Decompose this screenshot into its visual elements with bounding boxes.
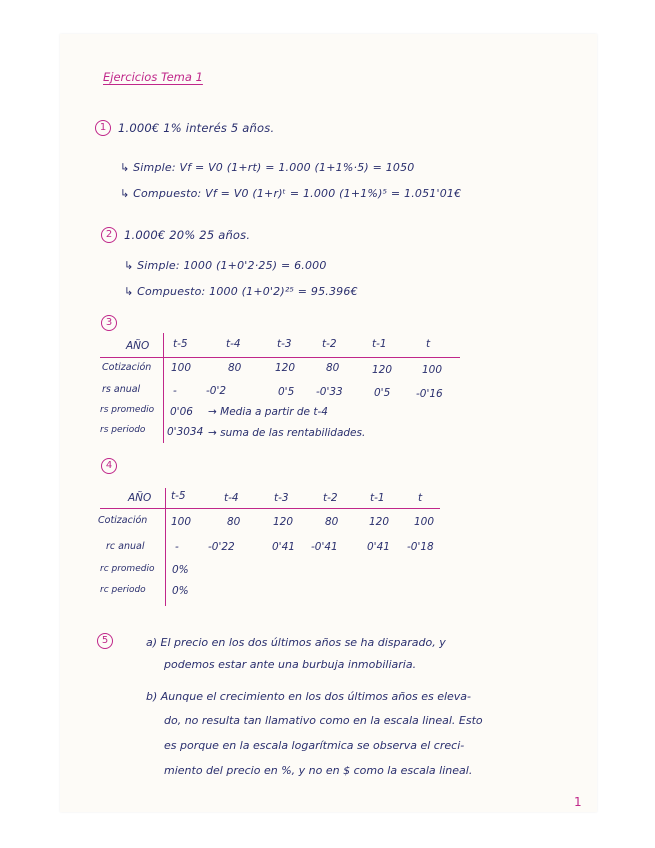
- table-3-row-label-rs-promedio: rs promedio: [100, 405, 155, 415]
- exercise-5-a-line-2: podemos estar ante una burbuja inmobiliaria.: [164, 658, 417, 671]
- exercise-5-b-line-3: es porque en la escala logarítmica se observa el creci-: [164, 739, 465, 752]
- table-3-header-year: AÑO: [126, 340, 150, 352]
- table-4-header-t3: t-3: [274, 492, 289, 504]
- table-3-cell: -0'16: [416, 388, 443, 400]
- table-4-row-label-rc-promedio: rc promedio: [100, 564, 155, 574]
- table-3-cell: 120: [275, 362, 296, 374]
- table-3-cell: -0'2: [206, 385, 227, 397]
- table-4-header-t2: t-2: [323, 492, 338, 504]
- table-3-cell: 0'5: [278, 386, 295, 398]
- table-3-cell: 0'5: [374, 387, 391, 399]
- exercise-2-header: 1.000€ 20% 25 años.: [124, 228, 251, 242]
- table-3-note-promedio: → Media a partir de t-4: [208, 406, 328, 418]
- table-3-cell: 0'3034: [167, 426, 204, 438]
- table-3-header-t5: t-5: [173, 338, 188, 350]
- table-3-cell: 80: [228, 362, 242, 374]
- table-4-header-t4: t-4: [224, 492, 239, 504]
- exercise-1-number: 1: [95, 120, 111, 136]
- exercise-5-b-line-4: miento del precio en %, y no en $ como la escala lineal.: [164, 764, 473, 777]
- table-3-header-t4: t-4: [226, 338, 241, 350]
- table-4-cell: -: [175, 541, 179, 553]
- table-4-cell: 0%: [172, 585, 189, 597]
- table-3-row-label-rs-periodo: rs periodo: [100, 425, 146, 435]
- table-4-cell: 100: [414, 516, 435, 528]
- exercise-4-number: 4: [101, 458, 117, 474]
- table-3-cell: -0'33: [316, 386, 343, 398]
- table-3-note-periodo: → suma de las rentabilidades.: [208, 427, 366, 439]
- table-4-cell: 100: [171, 516, 192, 528]
- table-3-header-t: t: [426, 338, 431, 350]
- table-4-row-label-rc-periodo: rc periodo: [100, 585, 146, 595]
- table-3-row-label-rs-anual: rs anual: [102, 384, 141, 395]
- exercise-2-number: 2: [101, 227, 117, 243]
- table-4-cell: 0'41: [367, 541, 390, 553]
- table-4-cell: 120: [273, 516, 294, 528]
- table-3-header-rule: [100, 357, 460, 358]
- exercise-5-b-line-1: b) Aunque el crecimiento en los dos últimos años es eleva-: [146, 690, 472, 703]
- table-3-cell: 100: [422, 364, 443, 376]
- table-4-header-year: AÑO: [128, 492, 152, 504]
- exercise-3-number: 3: [101, 315, 117, 331]
- exercise-1-simple: ↳ Simple: Vf = V0 (1+rt) = 1.000 (1+1%·5) = 1050: [120, 161, 415, 174]
- table-3-cell: 120: [372, 364, 393, 376]
- table-3-cell: 100: [171, 362, 192, 374]
- table-4-cell: 0%: [172, 564, 189, 576]
- table-3-cell: -: [173, 385, 177, 397]
- exercise-2-compuesto: ↳ Compuesto: 1000 (1+0'2)²⁵ = 95.396€: [124, 285, 358, 298]
- table-3-cell: 0'06: [170, 406, 193, 418]
- table-4-cell: 80: [325, 516, 339, 528]
- exercise-2-simple: ↳ Simple: 1000 (1+0'2·25) = 6.000: [124, 259, 327, 272]
- table-3-header-t2: t-2: [322, 338, 337, 350]
- table-4-label-rule: [165, 488, 166, 606]
- exercise-5-number: 5: [97, 633, 113, 649]
- table-4-cell: -0'18: [407, 541, 434, 553]
- table-4-header-t1: t-1: [370, 492, 385, 504]
- table-4-cell: -0'22: [208, 541, 235, 553]
- table-3-header-t1: t-1: [372, 338, 387, 350]
- page-title: Ejercicios Tema 1: [103, 70, 203, 84]
- table-4-row-label-rc-anual: rc anual: [106, 541, 145, 552]
- table-4-cell: 0'41: [272, 541, 295, 553]
- table-3-row-label-cotizacion: Cotización: [102, 362, 152, 373]
- exercise-5-b-line-2: do, no resulta tan llamativo como en la escala lineal. Esto: [164, 714, 483, 727]
- exercise-1-compuesto: ↳ Compuesto: Vf = V0 (1+r)ᵗ = 1.000 (1+1%)⁵ = 1.051'01€: [120, 187, 462, 200]
- table-4-cell: 80: [227, 516, 241, 528]
- table-4-header-t5: t-5: [171, 490, 186, 502]
- page-number: 1: [574, 795, 582, 809]
- table-3-header-t3: t-3: [277, 338, 292, 350]
- exercise-1-header: 1.000€ 1% interés 5 años.: [118, 121, 275, 135]
- table-4-cell: 120: [369, 516, 390, 528]
- table-4-header-rule: [100, 508, 440, 509]
- table-3-cell: 80: [326, 362, 340, 374]
- table-3-label-rule: [163, 333, 164, 443]
- table-4-header-t: t: [418, 492, 423, 504]
- table-4-cell: -0'41: [311, 541, 338, 553]
- exercise-5-a-line-1: a) El precio en los dos últimos años se ha disparado, y: [146, 636, 446, 649]
- table-4-row-label-cotizacion: Cotización: [98, 515, 148, 526]
